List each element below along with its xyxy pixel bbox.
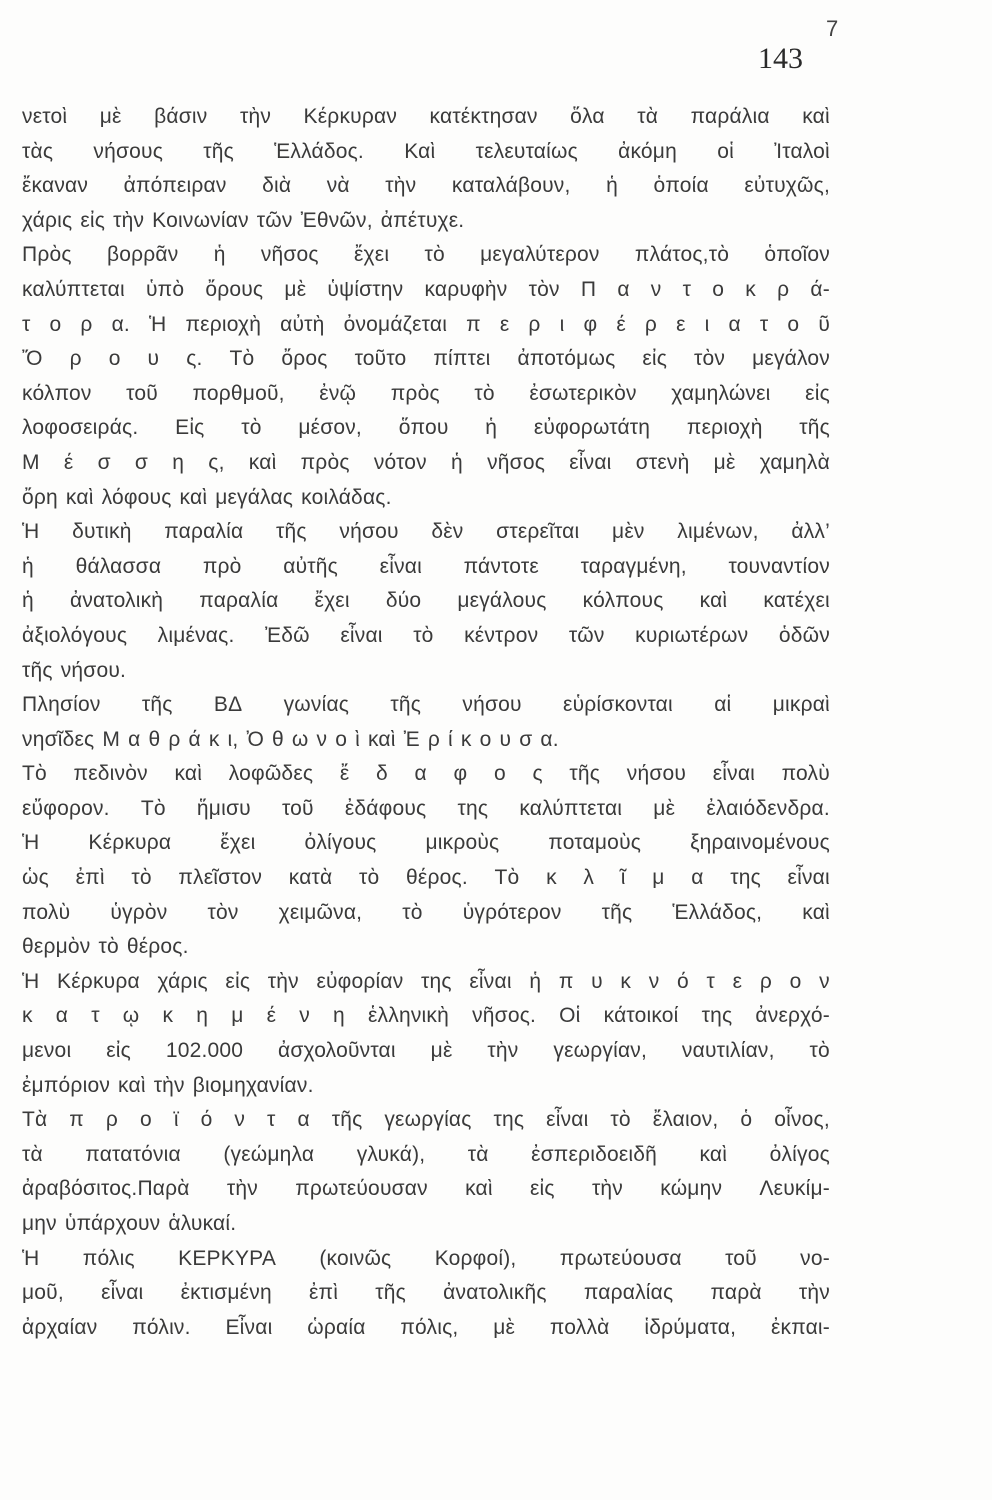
text-line: τ ο ρ α. Ἡ περιοχὴ αὐτὴ ὀνομάζεται π ε ρ ι φ έ ρ ε ι α τ ο ῦ	[22, 312, 830, 336]
text-line: ἔκαναν ἀπόπειραν διὰ νὰ τὴν καταλάβουν, ἡ ὁποία εὐτυχῶς,	[22, 174, 830, 198]
text-line: ἀξιολόγους λιμένας. Ἐδῶ εἶναι τὸ κέντρον τῶν κυριωτέρων ὁδῶν	[22, 623, 830, 647]
text-line: τὰ πατατόνια (γεώμηλα γλυκά), τὰ ἐσπεριδοειδῆ καὶ ὀλίγος	[22, 1142, 830, 1166]
text-line: Πρὸς βορρᾶν ἡ νῆσος ἔχει τὸ μεγαλύτερον πλάτος,τὸ ὁποῖον	[22, 243, 830, 267]
text-line: ἀραβόσιτος.Παρὰ τὴν πρωτεύουσαν καὶ εἰς τὴν κώμην Λευκίμ-	[22, 1177, 830, 1201]
text-line: ἡ θάλασσα πρὸ αὐτῆς εἶναι πάντοτε ταραγμένη, τουναντίον	[22, 554, 830, 578]
text-line: ὄρη καὶ λόφους καὶ μεγάλας κοιλάδας.	[22, 485, 392, 509]
text-line: μενοι εἰς 102.000 ἀσχολοῦνται μὲ τὴν γεωργίαν, ναυτιλίαν, τὸ	[22, 1039, 830, 1063]
text-line: τῆς νήσου.	[22, 658, 127, 682]
text-line: νησῖδες Μ α θ ρ ά κ ι, Ὀ θ ω ν ο ὶ καὶ Ἐ ρ ί κ ο υ σ α.	[22, 727, 559, 751]
text-line: μοῦ, εἶναι ἐκτισμένη ἐπὶ τῆς ἀνατολικῆς παραλίας παρὰ τὴν	[22, 1281, 830, 1305]
text-line: ἀρχαίαν πόλιν. Εἶναι ὡραία πόλις, μὲ πολλὰ ἱδρύματα, ἐκπαι-	[22, 1315, 830, 1339]
text-line: Τὸ πεδινὸν καὶ λοφῶδες ἔ δ α φ ο ς τῆς νήσου εἶναι πολὺ	[22, 762, 830, 786]
text-line: Ἡ Κέρκυρα χάρις εἰς τὴν εὐφορίαν της εἶναι ἡ π υ κ ν ό τ ε ρ ο ν	[22, 969, 830, 993]
text-line: κόλπον τοῦ πορθμοῦ, ἐνῷ πρὸς τὸ ἐσωτερικὸν χαμηλώνει εἰς	[22, 381, 830, 405]
text-line: θερμὸν τὸ θέρος.	[22, 935, 189, 959]
text-line: ἐμπόριον καὶ τὴν βιομηχανίαν.	[22, 1073, 314, 1097]
text-line: Ὄ ρ ο υ ς. Τὸ ὄρος τοῦτο πίπτει ἀποτόμως εἰς τὸν μεγάλον	[22, 347, 830, 371]
text-line: Μ έ σ σ η ς, καὶ πρὸς νότον ἡ νῆσος εἶναι στενὴ μὲ χαμηλὰ	[22, 450, 830, 474]
text-line: χάρις εἰς τὴν Κοινωνίαν τῶν Ἐθνῶν, ἀπέτυχε.	[22, 208, 465, 232]
text-line: μην ὑπάρχουν ἁλυκαί.	[22, 1212, 237, 1235]
text-line: νετοὶ μὲ βάσιν τὴν Κέρκυραν κατέκτησαν ὅλα τὰ παράλια καὶ	[22, 105, 830, 128]
text-line: τὰς νήσους τῆς Ἑλλάδος. Καὶ τελευταίως ἀκόμη οἱ Ἰταλοὶ	[22, 139, 830, 163]
body-text	[22, 100, 830, 1345]
text-line: Ἡ πόλις ΚΕΡΚΥΡΑ (κοινῶς Κορφοί), πρωτεύουσα τοῦ νο-	[22, 1246, 830, 1270]
text-line: ἡ ἀνατολικὴ παραλία ἔχει δύο μεγάλους κόλπους καὶ κατέχει	[22, 589, 830, 613]
text-line: Τὰ π ρ ο ϊ ό ν τ α τῆς γεωργίας της εἶναι τὸ ἔλαιον, ὁ οἶνος,	[22, 1108, 830, 1132]
text-line: πολὺ ὑγρὸν τὸν χειμῶνα, τὸ ὑγρότερον τῆς Ἑλλάδος, καὶ	[22, 900, 830, 924]
text-line: ὡς ἐπὶ τὸ πλεῖστον κατὰ τὸ θέρος. Τὸ κ λ ῖ μ α της εἶναι	[22, 866, 830, 890]
text-line: κ α τ ῳ κ η μ έ ν η ἑλληνικὴ νῆσος. Οἱ κάτοικοί της ἀνερχό-	[22, 1004, 830, 1028]
text-line: εὔφορον. Τὸ ἥμισυ τοῦ ἐδάφους της καλύπτεται μὲ ἐλαιόδενδρα.	[22, 796, 830, 820]
text-line: Πλησίον τῆς ΒΔ γωνίας τῆς νήσου εὑρίσκονται αἱ μικραὶ	[22, 693, 830, 717]
text-line: λοφοσειράς. Εἰς τὸ μέσον, ὅπου ἡ εὐφορωτάτη περιοχὴ τῆς	[22, 416, 830, 440]
text-line: Ἡ Κέρκυρα ἔχει ὀλίγους μικροὺς ποταμοὺς ξηραινομένους	[22, 831, 830, 855]
corner-mark: 7	[826, 16, 839, 41]
page-number: 143	[758, 42, 803, 75]
text-line: Ἡ δυτικὴ παραλία τῆς νήσου δὲν στερεῖται μὲν λιμένων, ἀλλ’	[22, 520, 830, 544]
text-line: καλύπτεται ὑπὸ ὄρους μὲ ὑψίστην καρυφὴν τὸν Π α ν τ ο κ ρ ά-	[22, 277, 830, 301]
